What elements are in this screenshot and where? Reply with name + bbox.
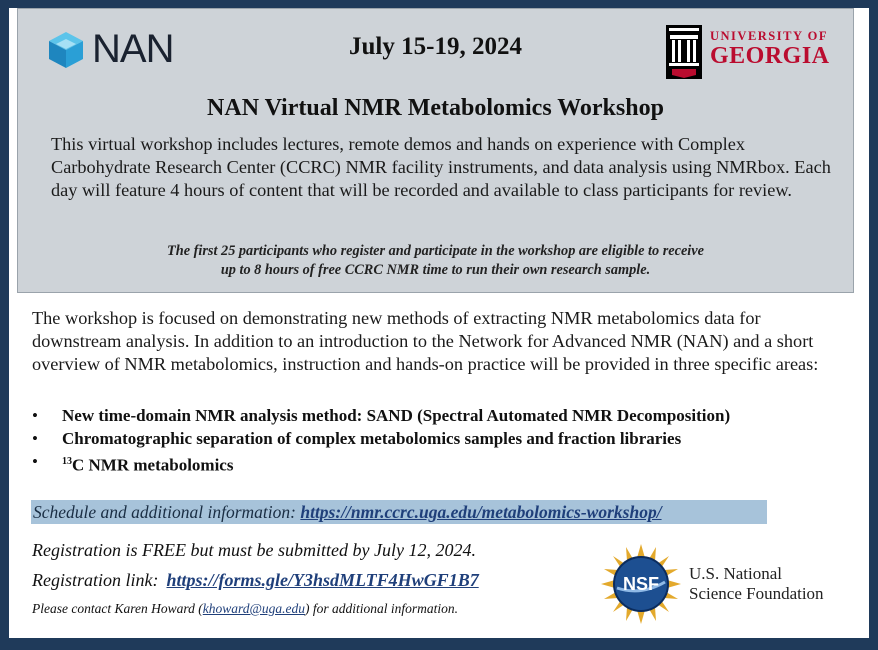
registration-line xyxy=(32,570,479,591)
uga-arch-icon xyxy=(666,25,702,79)
nan-logo-text: NAN xyxy=(92,27,174,71)
schedule-link[interactable]: https://nmr.ccrc.uga.edu/metabolomics-workshop/ xyxy=(300,502,662,522)
participant-note-line2: up to 8 hours of free CCRC NMR time to run their own research sample. xyxy=(220,262,651,278)
focus-areas-list xyxy=(32,406,832,479)
uga-logo-line2: GEORGIA xyxy=(710,43,830,69)
description-paragraph: The workshop is focused on demonstrating new methods of extracting NMR metabolomics data for downstream analysis. In addition to an introduction to the Network for Advanced NMR (NAN) and a short overview of NMR metabolomics, instruction and hands-on practice will be provided in three specific areas: xyxy=(32,308,819,374)
nsf-logo xyxy=(601,544,824,624)
list-item-text: New time-domain NMR analysis method: SAND (Spectral Automated NMR Decomposition) xyxy=(62,406,731,425)
participant-note-line1: The first 25 participants who register and participate in the workshop are eligible to receive xyxy=(167,243,704,259)
bullet-icon: • xyxy=(32,452,38,471)
schedule-label: Schedule and additional information: xyxy=(33,502,296,522)
registration-link[interactable]: https://forms.gle/Y3hsdMLTF4HwGF1B7 xyxy=(166,570,479,590)
list-item xyxy=(32,406,832,426)
registration-deadline: Registration is FREE but must be submitted by July 12, 2024. xyxy=(32,540,476,560)
nsf-seal-icon xyxy=(601,544,681,624)
list-item xyxy=(32,429,832,449)
workshop-title: NAN Virtual NMR Metabolomics Workshop xyxy=(207,95,664,121)
contact-email-link[interactable]: khoward@uga.edu xyxy=(202,601,306,616)
bullet-icon: • xyxy=(32,429,38,448)
nsf-seal-text: NSF xyxy=(623,574,659,594)
uga-logo-line1: UNIVERSITY OF xyxy=(710,29,829,43)
participant-note xyxy=(18,242,853,280)
schedule-banner xyxy=(31,500,767,524)
nsf-name-line2: Science Foundation xyxy=(689,584,824,603)
isotope-superscript: 13 xyxy=(62,456,72,467)
contact-line xyxy=(32,601,458,617)
flyer xyxy=(9,8,869,638)
uga-logo xyxy=(666,25,830,79)
registration-link-label: Registration link: xyxy=(32,570,159,590)
list-item-text: C NMR metabolomics xyxy=(72,455,234,475)
workshop-dates: July 15-19, 2024 xyxy=(349,33,522,60)
nsf-name-line1: U.S. National xyxy=(689,564,783,583)
header-panel xyxy=(17,8,854,293)
contact-text-after: ) for additional information. xyxy=(305,601,459,616)
contact-text-before: Please contact Karen Howard ( xyxy=(32,601,203,616)
bullet-icon: • xyxy=(32,406,38,425)
intro-paragraph: This virtual workshop includes lectures, remote demos and hands on experience with Complex Carbohydrate Research Center (CCRC) NMR facility instruments, and data analysis using NMRbox. Each day will feature 4 hours of content that will be recorded and available to class participants for review. xyxy=(51,134,831,200)
list-item xyxy=(32,452,832,476)
list-item-text: Chromatographic separation of complex metabolomics samples and fraction libraries xyxy=(62,429,682,448)
